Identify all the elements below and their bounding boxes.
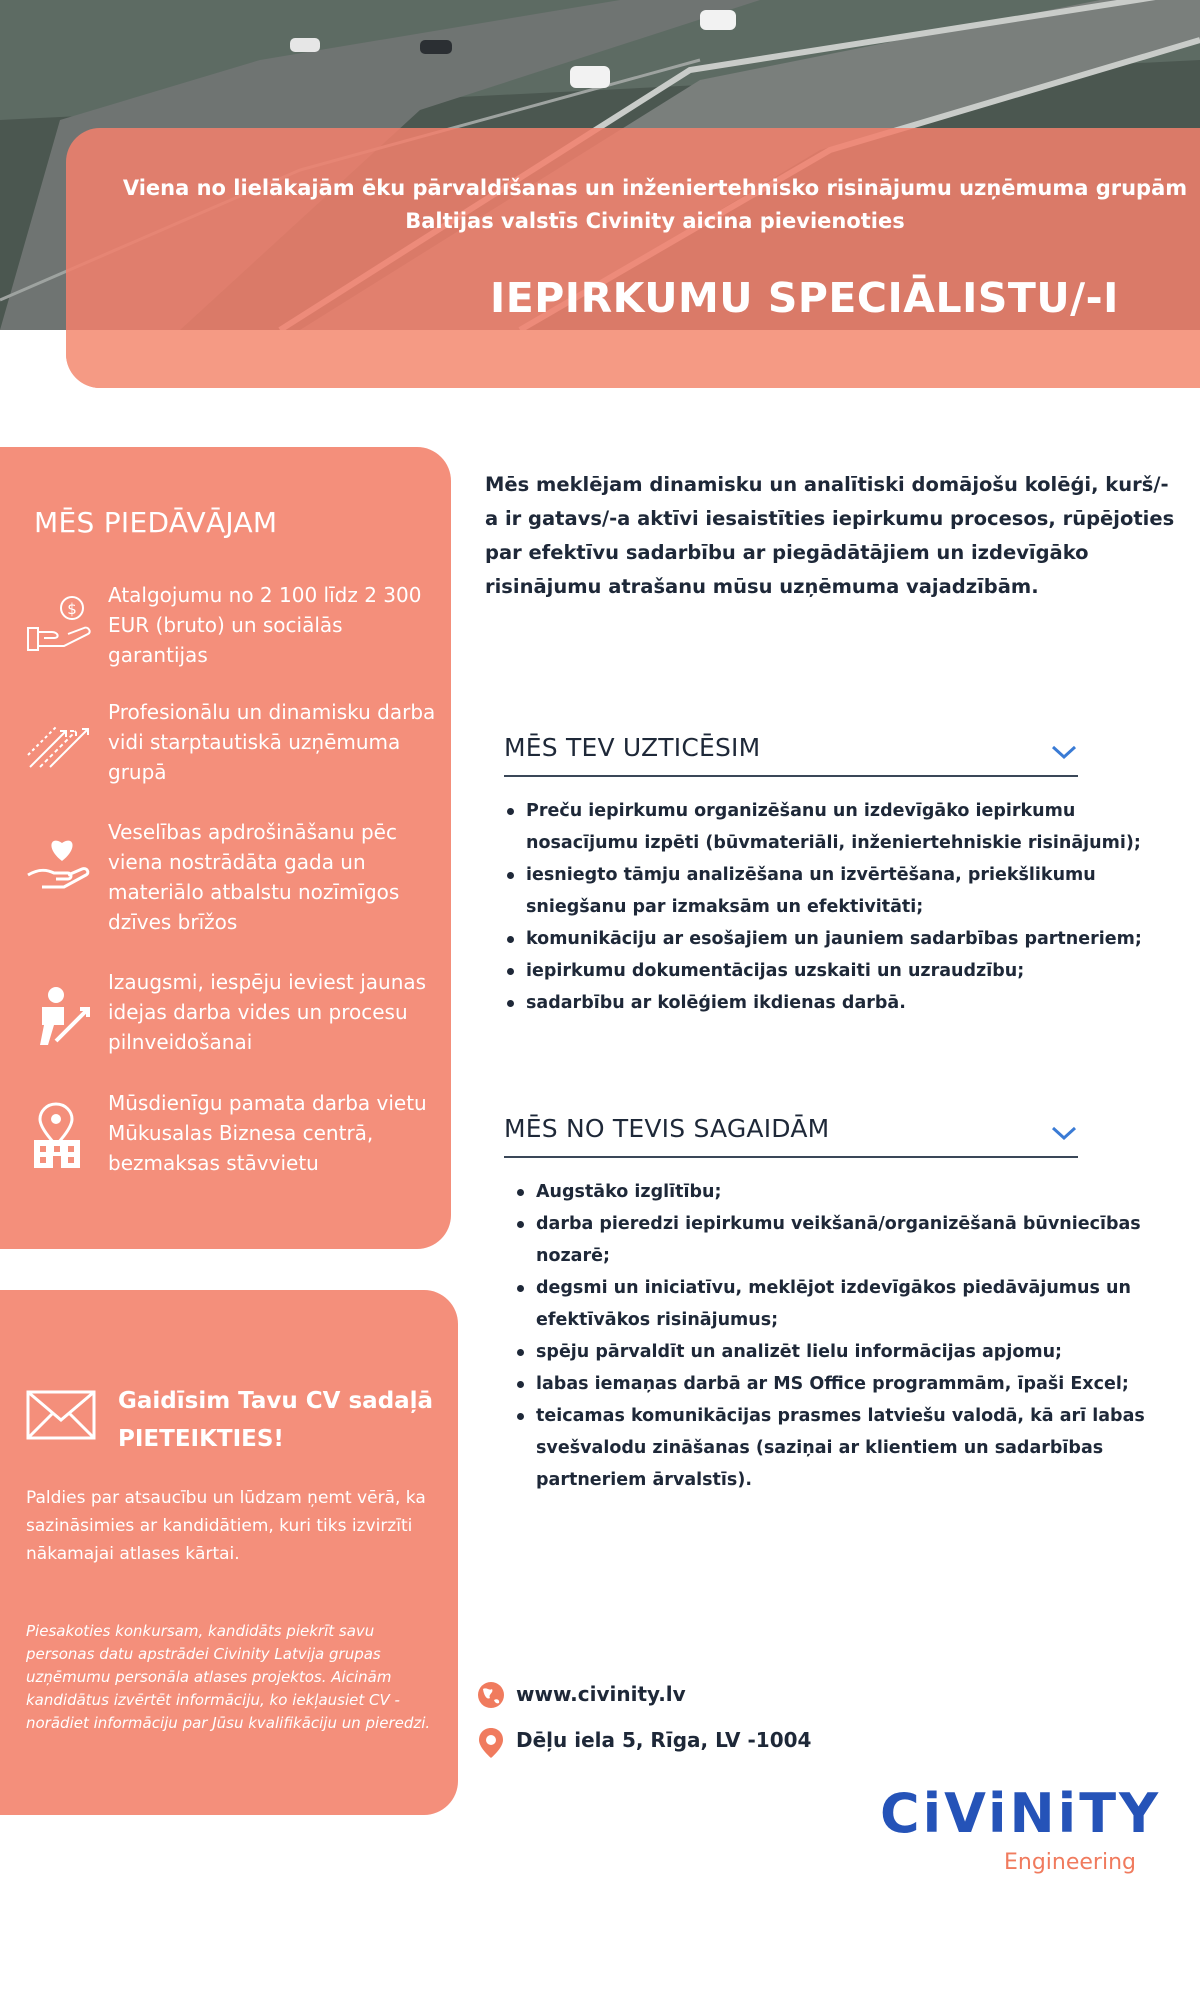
civinity-logo-subtitle: Engineering [1004, 1850, 1136, 1875]
map-pin-icon [476, 1726, 506, 1760]
offer-heading: MĒS PIEDĀVĀJAM [34, 506, 278, 539]
trust-list [504, 795, 1164, 1019]
intro-paragraph: Mēs meklējam dinamisku un analītiski domājošu kolēģi, kurš/-a ir gatavs/-a aktīvi iesaistīties iepirkumu procesos, rūpējoties par efektīvu sadarbību ar piegādātājiem un izdevīgāko risinājumu atrašanu mūsu uzņēmuma vajadzībām. [485, 473, 1175, 598]
cv-privacy-notice: Piesakoties konkursam, kandidāts piekrīt savu personas datu apstrādei Civinity Latvija grupas uzņēmumu personāla atlases projektos. Aicinām kandidātus izvērtēt informāciju, ko iekļausiet CV - norādiet informāciju par Jūsu kvalifikāciju un pieredzi. [26, 1622, 431, 1732]
globe-icon [476, 1680, 506, 1710]
expect-section-header[interactable] [504, 1114, 1078, 1158]
offer-item-text: Izaugsmi, iespēju ieviest jaunas idejas darba vides un procesu pilnveidošanai [108, 970, 427, 1054]
envelope-icon [26, 1390, 96, 1440]
list-item: degsmi un iniciatīvu, meklējot izdevīgākos piedāvājumus un efektīvākos risinājumus; [514, 1272, 1164, 1336]
hero-intro [120, 172, 1190, 238]
list-item: Augstāko izglītību; [514, 1176, 1164, 1208]
job-title: IEPIRKUMU SPECIĀLISTU/-I [490, 274, 1119, 322]
svg-text:$: $ [67, 600, 77, 618]
list-item: iesniegto tāmju analizēšana un izvērtēšana, priekšlikumu sniegšanu par izmaksām un efektivitāti; [504, 859, 1164, 923]
civinity-logo: CiViNiTY [880, 1782, 1162, 1845]
trust-section-header[interactable] [504, 733, 1078, 777]
hero-banner-footer [66, 330, 1200, 388]
van-shape [700, 10, 736, 30]
hero-intro-line: Viena no lielākajām ēku pārvaldīšanas un inženiertehnisko risinājumu uzņēmuma grupām [122, 176, 1188, 200]
health-heart-hand-icon [26, 831, 96, 891]
trust-heading: MĒS TEV UZTICĒSIM [504, 733, 761, 762]
list-item: labas iemaņas darbā ar MS Office programmām, īpaši Excel; [514, 1368, 1164, 1400]
chevron-down-icon[interactable] [1050, 1124, 1078, 1142]
salary-hand-icon [26, 594, 96, 654]
list-item: spēju pārvaldīt un analizēt lielu informācijas apjomu; [514, 1336, 1164, 1368]
offer-item-text: Veselības apdrošināšanu pēc viena nostrādāta gada un materiālo atbalstu nozīmīgos dzīves brīžos [108, 820, 400, 934]
car-shape [290, 38, 320, 52]
list-item: darba pieredzi iepirkumu veikšanā/organizēšanā būvniecības nozarē; [514, 1208, 1164, 1272]
cv-lead-line: Gaidīsim Tavu CV sadaļā [118, 1388, 434, 1414]
car-shape [420, 40, 452, 54]
list-item: Preču iepirkumu organizēšanu un izdevīgāko iepirkumu nosacījumu izpēti (būvmateriāli, inženiertehniskie risinājumi); [504, 795, 1164, 859]
offer-item-text: Profesionālu un dinamisku darba vidi starptautiskā uzņēmuma grupā [108, 700, 436, 784]
expect-list [514, 1176, 1164, 1496]
cv-apply-label: PIETEIKTIES! [118, 1426, 284, 1452]
offer-item-text: Mūsdienīgu pamata darba vietu Mūkusalas Biznesa centrā, bezmaksas stāvvietu [108, 1091, 427, 1175]
hero-intro-line: Baltijas valstīs Civinity aicina pievienoties [405, 209, 905, 233]
cv-call-to-action [118, 1382, 448, 1458]
personal-growth-icon [26, 985, 96, 1049]
list-item: iepirkumu dokumentācijas uzskaiti un uzraudzību; [504, 955, 1164, 987]
list-item: teicamas komunikācijas prasmes latviešu valodā, kā arī labas svešvalodu zināšanas (saziņai ar klientiem un sadarbības partneriem ārvalstīs). [514, 1400, 1164, 1496]
cv-thanks-text: Paldies par atsaucību un lūdzam ņemt vērā, ka sazināsimies ar kandidātiem, kuri tiks izvirzīti nākamajai atlases kārtai. [26, 1488, 426, 1564]
website-link[interactable]: www.civinity.lv [516, 1682, 686, 1706]
expect-heading: MĒS NO TEVIS SAGAIDĀM [504, 1114, 830, 1143]
office-location-icon [26, 1102, 96, 1170]
list-item: sadarbību ar kolēģiem ikdienas darbā. [504, 987, 1164, 1019]
growth-arrows-icon [26, 711, 96, 771]
list-item: komunikāciju ar esošajiem un jauniem sadarbības partneriem; [504, 923, 1164, 955]
chevron-down-icon[interactable] [1050, 743, 1078, 761]
offer-item-text: Atalgojumu no 2 100 līdz 2 300 EUR (bruto) un sociālās garantijas [108, 583, 422, 667]
address-text: Dēļu iela 5, Rīga, LV -1004 [516, 1728, 812, 1752]
van-shape [570, 66, 610, 88]
